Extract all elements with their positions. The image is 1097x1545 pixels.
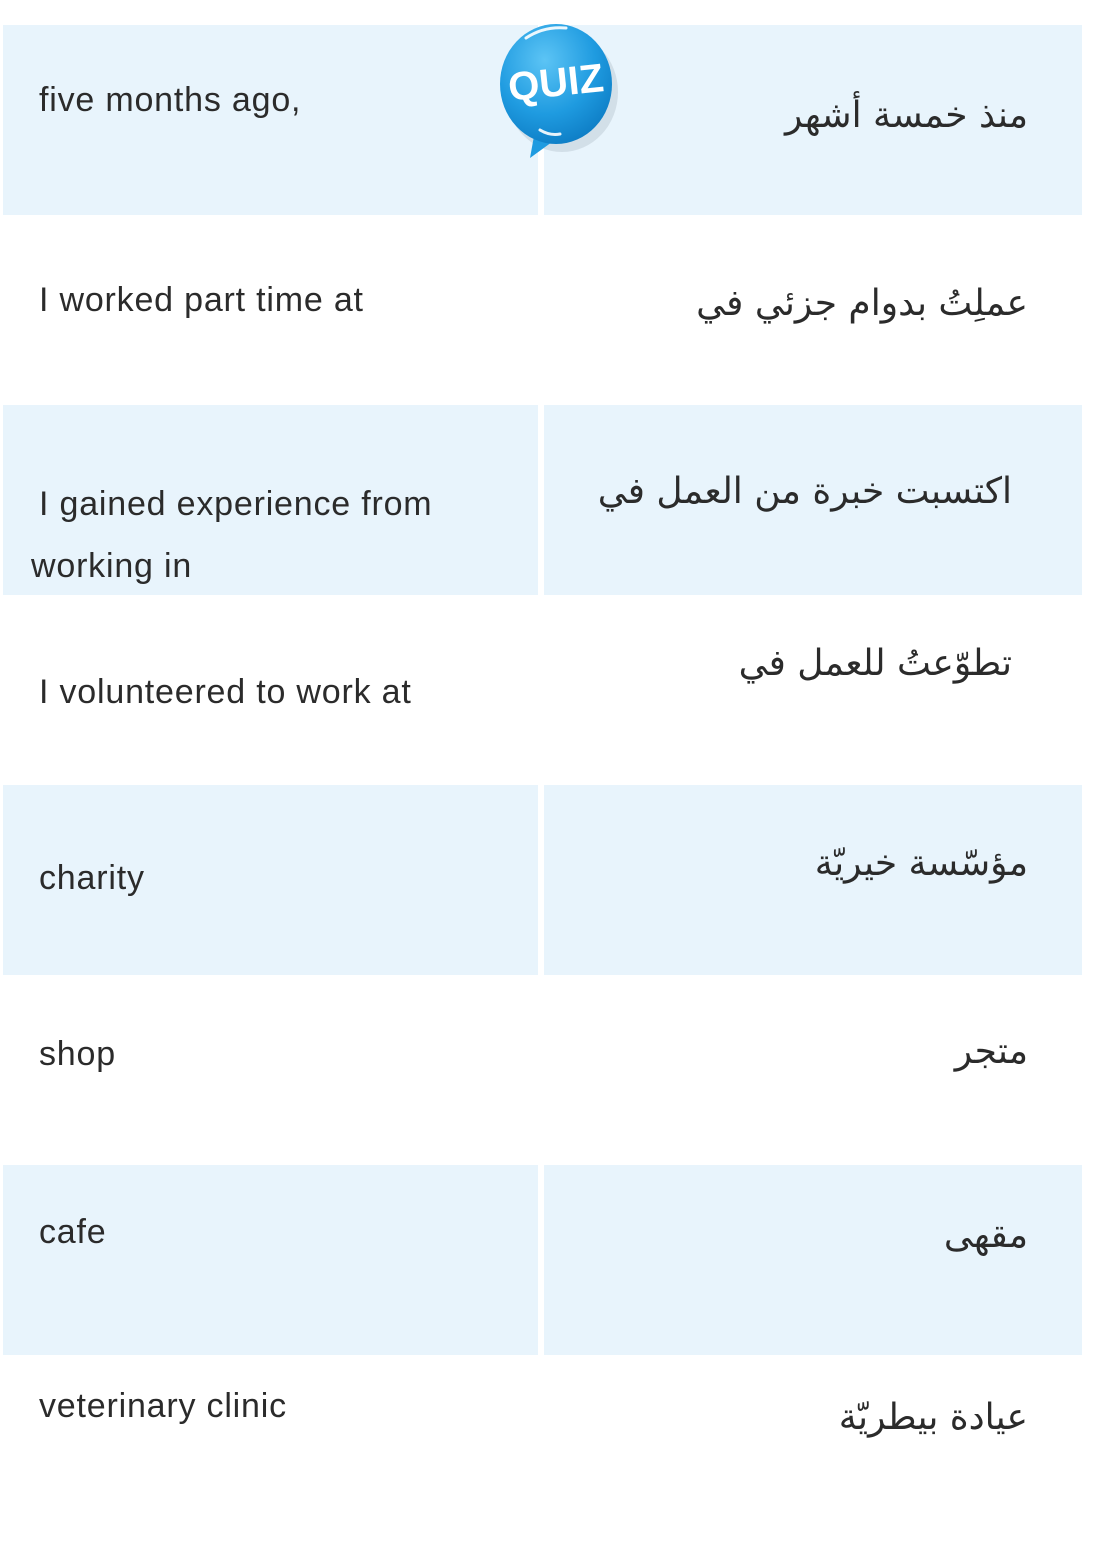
english-phrase: shop — [39, 1035, 116, 1073]
arabic-phrase: منذ خمسة أشهر — [784, 95, 1028, 136]
english-cell — [3, 595, 538, 785]
arabic-phrase: مؤسّسة خيريّة — [814, 843, 1028, 884]
english-phrase: I worked part time at — [39, 281, 364, 319]
english-cell — [3, 215, 538, 405]
arabic-cell — [544, 975, 1082, 1165]
quiz-label: QUIZ — [506, 56, 606, 110]
vocab-row — [3, 1165, 1082, 1355]
arabic-phrase: اكتسبت خبرة من العمل في — [597, 471, 1012, 512]
vocab-row — [3, 595, 1082, 785]
arabic-phrase: متجر — [954, 1031, 1028, 1072]
arabic-cell — [544, 405, 1082, 595]
quiz-badge — [494, 18, 620, 158]
vocab-row — [3, 215, 1082, 405]
english-phrase: I volunteered to work at — [39, 673, 412, 711]
arabic-phrase: عملِتُ بدوام جزئي في — [696, 283, 1028, 324]
arabic-phrase: عيادة بيطريّة — [838, 1397, 1028, 1438]
english-phrase: veterinary clinic — [39, 1387, 287, 1425]
english-cell — [3, 405, 538, 595]
arabic-cell — [544, 785, 1082, 975]
english-cell — [3, 25, 538, 215]
arabic-phrase: تطوّعتُ للعمل في — [738, 643, 1012, 684]
vocab-row — [3, 975, 1082, 1165]
english-cell — [3, 975, 538, 1165]
english-cell — [3, 1165, 538, 1355]
arabic-cell — [544, 1165, 1082, 1355]
arabic-cell — [544, 215, 1082, 405]
english-phrase: five months ago, — [39, 81, 302, 119]
arabic-cell — [544, 25, 1082, 215]
english-cell — [3, 785, 538, 975]
vocabulary-table — [3, 25, 1082, 1545]
arabic-cell — [544, 595, 1082, 785]
arabic-cell — [544, 1355, 1082, 1545]
english-phrase: I gained experience from working in — [31, 485, 433, 585]
english-phrase: charity — [39, 859, 145, 897]
vocab-row — [3, 785, 1082, 975]
speech-bubble-icon — [494, 18, 620, 158]
arabic-phrase: مقهى — [943, 1215, 1028, 1256]
english-cell — [3, 1355, 538, 1545]
english-phrase: cafe — [39, 1213, 107, 1251]
vocab-row — [3, 1355, 1082, 1545]
vocab-row — [3, 405, 1082, 595]
